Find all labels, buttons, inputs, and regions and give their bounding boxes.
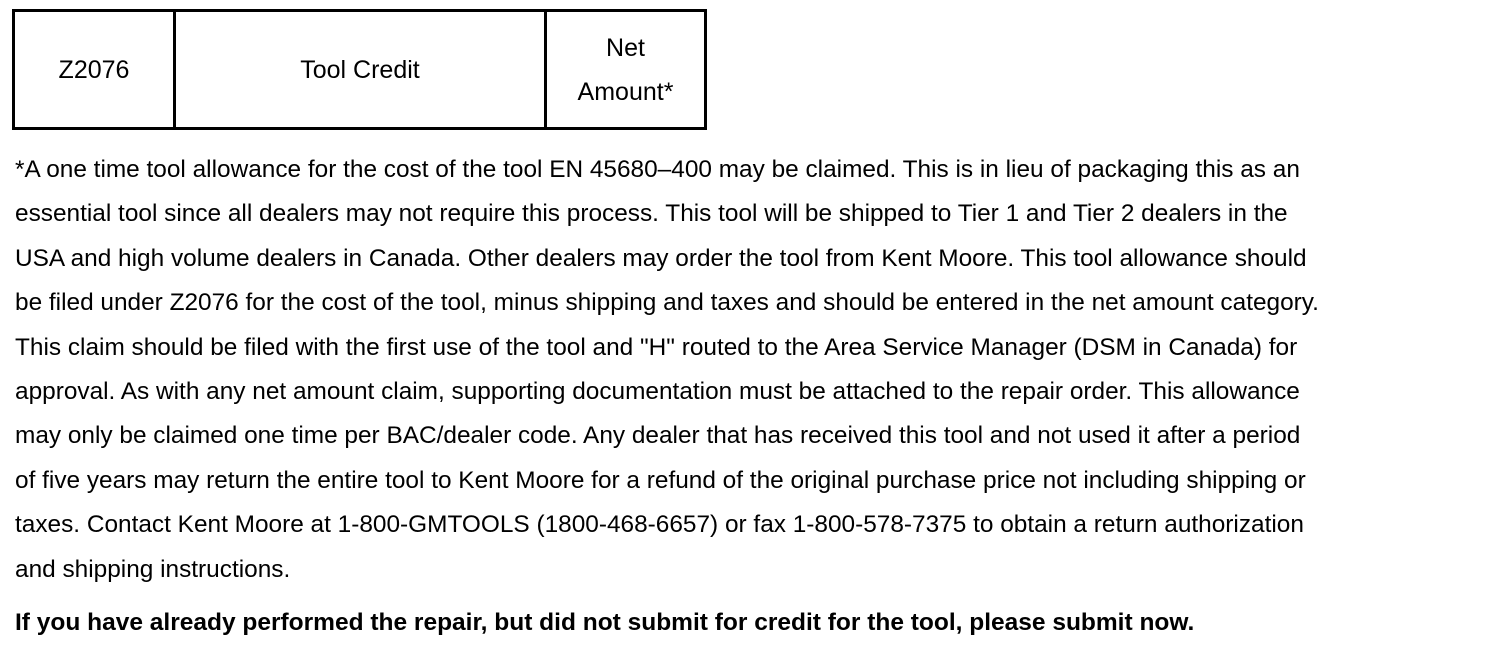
footnote-line: taxes. Contact Kent Moore at 1-800-GMTOOLS (1800-468-6657) or fax 1-800-578-7375 to obtain a return authorization bbox=[15, 511, 1304, 539]
footnote-paragraph bbox=[15, 148, 1500, 592]
amount-type-line1: Net bbox=[606, 33, 645, 62]
footnote-line: be filed under Z2076 for the cost of the tool, minus shipping and taxes and should be entered in the net amount category. bbox=[15, 289, 1319, 317]
labor-code-cell: Z2076 bbox=[14, 11, 175, 129]
footnote-line: essential tool since all dealers may not require this process. This tool will be shipped to Tier 1 and Tier 2 dealers in the bbox=[15, 200, 1288, 228]
labor-code-table bbox=[12, 9, 707, 130]
footnote-line: USA and high volume dealers in Canada. Other dealers may order the tool from Kent Moore. This tool allowance should bbox=[15, 244, 1307, 272]
footnote-line: *A one time tool allowance for the cost of the tool EN 45680–400 may be claimed. This is in lieu of packaging this as an bbox=[15, 156, 1300, 183]
amount-type-cell bbox=[546, 11, 706, 129]
footnote-line: may only be claimed one time per BAC/dealer code. Any dealer that has received this tool and not used it after a period bbox=[15, 422, 1301, 450]
amount-type-line2: Amount* bbox=[577, 77, 674, 106]
footnote-line: and shipping instructions. bbox=[15, 555, 291, 583]
description-cell: Tool Credit bbox=[175, 11, 546, 129]
table-row bbox=[14, 11, 706, 129]
footnote-line: This claim should be filed with the first use of the tool and "H" routed to the Area Service Manager (DSM in Canada) for bbox=[15, 333, 1298, 361]
submit-notice: If you have already performed the repair, but did not submit for credit for the tool, please submit now. bbox=[15, 609, 1195, 636]
footnote-line: approval. As with any net amount claim, supporting documentation must be attached to the repair order. This allowance bbox=[15, 378, 1300, 406]
footnote-line: of five years may return the entire tool to Kent Moore for a refund of the original purchase price not including shipping or bbox=[15, 466, 1306, 494]
